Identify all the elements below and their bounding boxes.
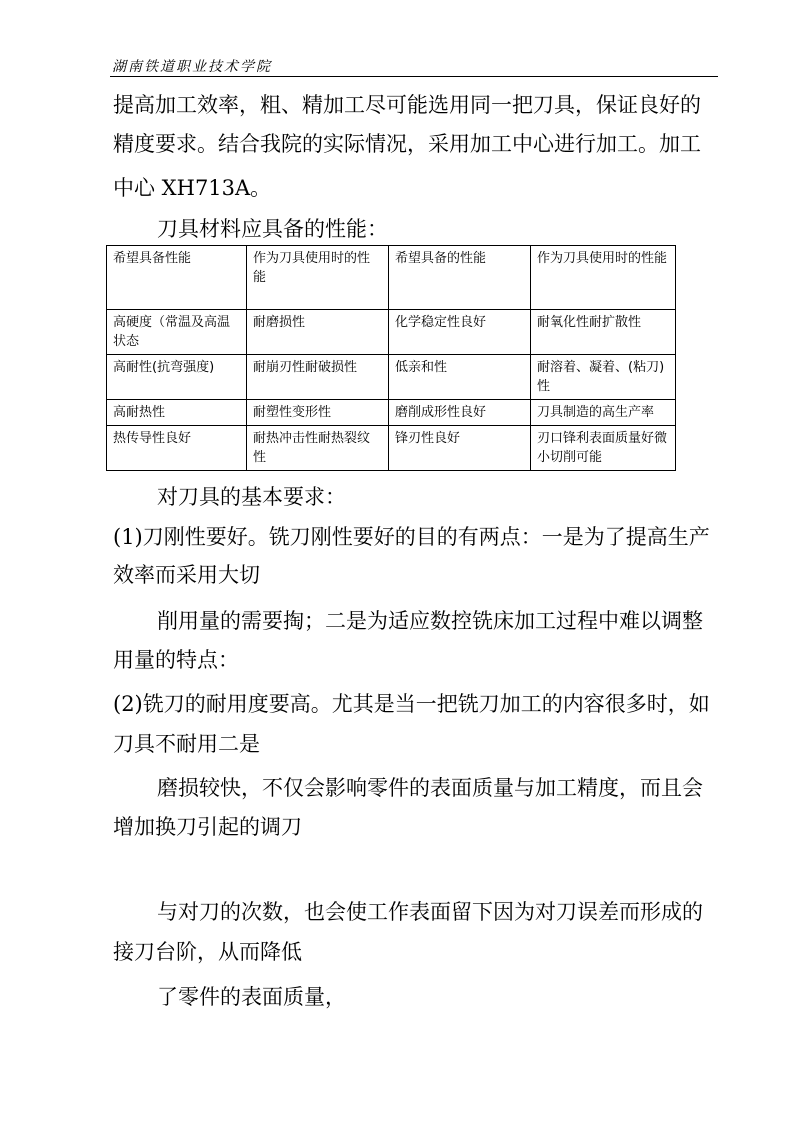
table-header-row <box>107 246 676 310</box>
table-row <box>107 426 676 471</box>
table-cell: 低亲和性 <box>389 355 531 400</box>
table-cell: 高耐热性 <box>107 400 247 426</box>
table-cell: 耐氧化性耐扩散性 <box>531 310 676 355</box>
body-line: 与对刀的次数，也会使工作表面留下因为对刀误差而形成的 <box>157 900 703 924</box>
body-line: 削用量的需要掏；二是为适应数控铣床加工过程中难以调整 <box>157 609 703 633</box>
body-line: 磨损较快，不仅会影响零件的表面质量与加工精度，而且会 <box>157 776 703 800</box>
header-rule <box>110 76 718 77</box>
body-line: 了零件的表面质量， <box>157 985 346 1009</box>
body-line: 刀具不耐用二是 <box>113 732 260 756</box>
table-cell: 耐磨损性 <box>247 310 389 355</box>
tool-properties-table <box>106 245 676 471</box>
table-cell: 刃口锋利表面质量好微小切削可能 <box>531 426 676 471</box>
body-line: 用量的特点： <box>113 648 239 672</box>
paragraph-line: 精度要求。结合我院的实际情况，采用加工中心进行加工。加工 <box>113 132 701 156</box>
body-line: (1)刀刚性要好。铣刀刚性要好的目的有两点：一是为了提高生产 <box>113 525 710 549</box>
table-cell: 耐热冲击性耐热裂纹性 <box>247 426 389 471</box>
body-line: 接刀台阶，从而降低 <box>113 940 302 964</box>
table-cell: 作为刀具使用时的性能 <box>531 246 676 310</box>
table-cell: 刀具制造的高生产率 <box>531 400 676 426</box>
paragraph-line: 中心 XH713A。 <box>113 176 272 200</box>
table-cell: 化学稳定性良好 <box>389 310 531 355</box>
body-line: 效率而采用大切 <box>113 563 260 587</box>
table-row <box>107 310 676 355</box>
table-cell: 希望具备的性能 <box>389 246 531 310</box>
table-cell: 耐崩刃性耐破损性 <box>247 355 389 400</box>
table-cell: 耐溶着、凝着、(粘刀)性 <box>531 355 676 400</box>
table-cell: 耐塑性变形性 <box>247 400 389 426</box>
section-heading-tool-requirements: 对刀具的基本要求： <box>157 485 346 509</box>
table-cell: 热传导性良好 <box>107 426 247 471</box>
table-cell: 希望具备性能 <box>107 246 247 310</box>
table-cell: 高耐性(抗弯强度) <box>107 355 247 400</box>
table-row <box>107 400 676 426</box>
table-cell: 作为刀具使用时的性能 <box>247 246 389 310</box>
table-row <box>107 355 676 400</box>
body-line: 增加换刀引起的调刀 <box>113 815 302 839</box>
body-line: (2)铣刀的耐用度要高。尤其是当一把铣刀加工的内容很多时，如 <box>113 692 710 716</box>
table-cell: 磨削成形性良好 <box>389 400 531 426</box>
section-heading-tool-material: 刀具材料应具备的性能： <box>157 217 388 241</box>
table-cell: 锋刃性良好 <box>389 426 531 471</box>
institution-header: 湖南铁道职业技术学院 <box>112 59 272 75</box>
paragraph-line: 提高加工效率，粗、精加工尽可能选用同一把刀具，保证良好的 <box>113 93 701 117</box>
table-cell: 高硬度（常温及高温状态 <box>107 310 247 355</box>
